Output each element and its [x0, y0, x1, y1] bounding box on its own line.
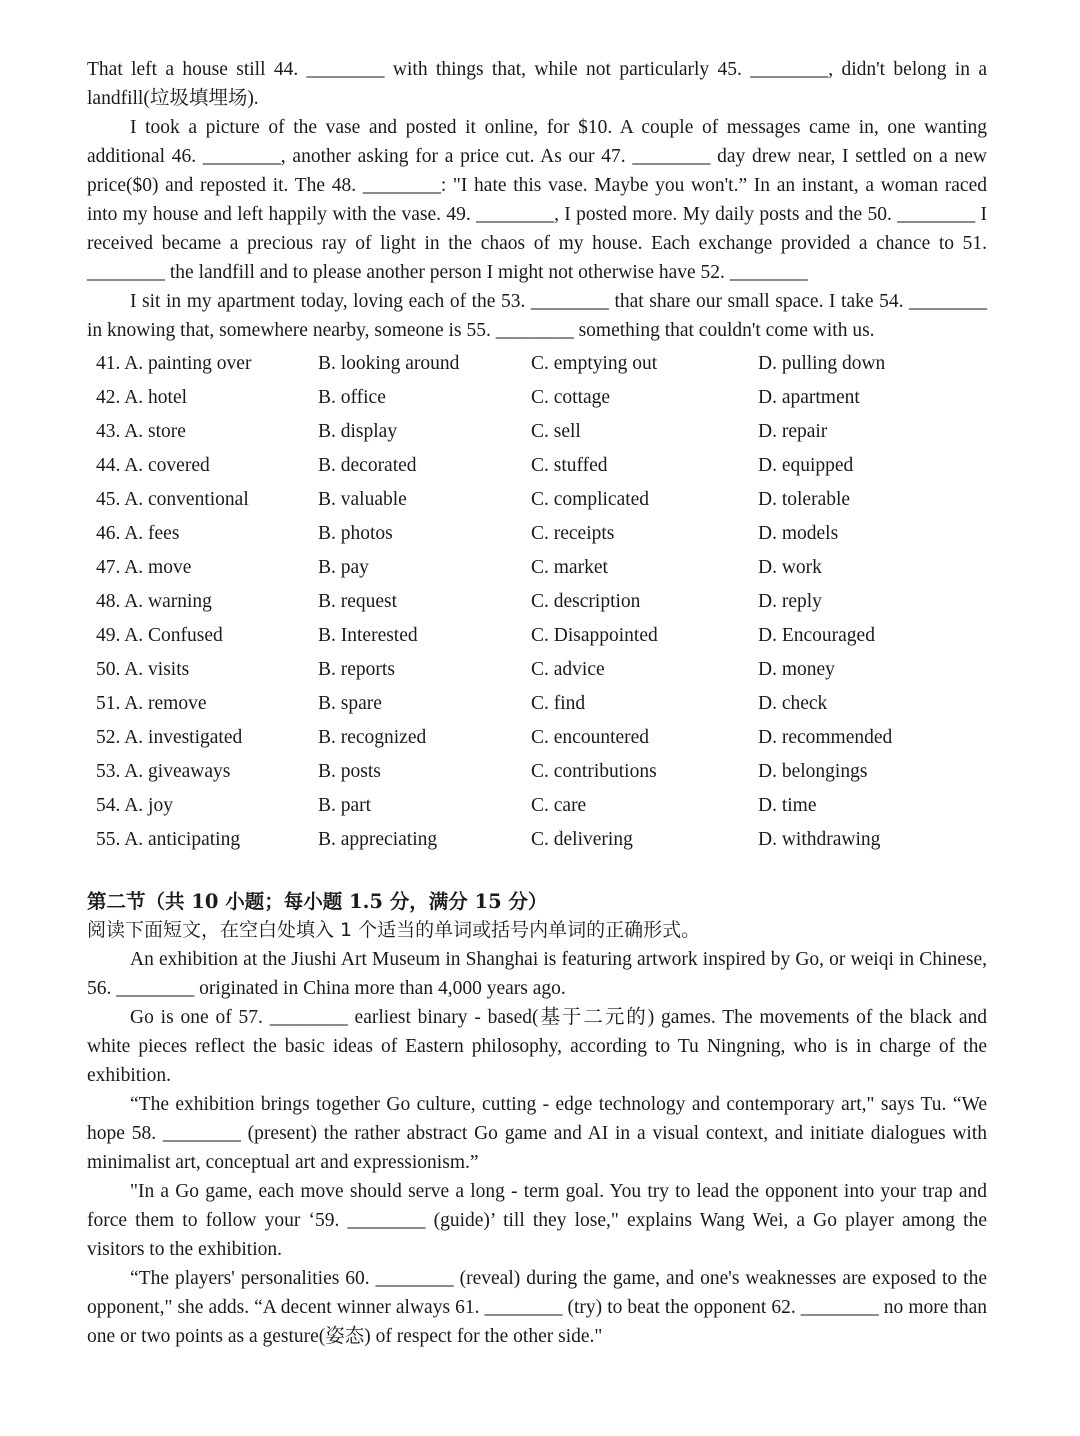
option-a	[96, 795, 318, 817]
option-a	[96, 693, 318, 715]
option-d: D. withdrawing	[758, 829, 881, 850]
option-c: C. emptying out	[531, 353, 658, 374]
option-a-text: A. investigated	[124, 727, 243, 748]
option-a-text: A. hotel	[124, 387, 188, 408]
option-d: D. time	[758, 795, 817, 816]
option-d: D. tolerable	[758, 489, 851, 510]
option-a-text: A. covered	[124, 455, 210, 476]
option-row	[96, 755, 987, 789]
option-b: B. part	[318, 795, 372, 816]
passage-paragraph: I sit in my apartment today, loving each of the 53. ________ that share our small space. I take 54. ________ in knowing that, somewhere nearby, someone is 55. ________ something that couldn't come with us.	[87, 291, 987, 341]
passage-paragraph: “The exhibition brings together Go culture, cutting - edge technology and contemporary art," says Tu. “We hope 58. ________ (present) the rather abstract Go game and AI in a visual context, and initiate dialogues with minimalist art, conceptual art and expressionism.”	[87, 1094, 987, 1173]
option-b: B. valuable	[318, 489, 407, 510]
option-b: B. posts	[318, 761, 381, 782]
option-a	[96, 353, 318, 375]
option-b: B. recognized	[318, 727, 427, 748]
option-d: D. pulling down	[758, 353, 886, 374]
option-a-text: A. fees	[124, 523, 180, 544]
options-table	[96, 347, 987, 857]
option-b: B. appreciating	[318, 829, 438, 850]
option-c: C. care	[531, 795, 587, 816]
option-a	[96, 727, 318, 749]
option-row	[96, 619, 987, 653]
option-a-text: A. joy	[124, 795, 173, 816]
question-number: 55.	[96, 829, 121, 850]
option-a	[96, 829, 318, 851]
section-title: 第二节（共 10 小题；每小题 1.5 分，满分 15 分）	[87, 890, 548, 913]
option-a-text: A. anticipating	[124, 829, 241, 850]
option-a-text: A. Confused	[124, 625, 223, 646]
option-c: C. contributions	[531, 761, 657, 782]
option-a-text: A. store	[124, 421, 186, 442]
option-row	[96, 347, 987, 381]
option-row	[96, 823, 987, 857]
option-b: B. office	[318, 387, 386, 408]
option-row	[96, 483, 987, 517]
passage-paragraph: An exhibition at the Jiushi Art Museum in Shanghai is featuring artwork inspired by Go, or weiqi in Chinese, 56. ________ originated in China more than 4,000 years ago.	[87, 949, 987, 999]
option-d: D. money	[758, 659, 835, 680]
option-c: C. advice	[531, 659, 605, 680]
section-instruction: 阅读下面短文，在空白处填入 1 个适当的单词或括号内单词的正确形式。	[87, 919, 701, 941]
option-a-text: A. conventional	[124, 489, 249, 510]
option-c: C. encountered	[531, 727, 650, 748]
option-d: D. work	[758, 557, 822, 578]
option-a-text: A. move	[124, 557, 192, 578]
option-a	[96, 625, 318, 647]
option-row	[96, 381, 987, 415]
option-c: C. Disappointed	[531, 625, 658, 646]
option-c: C. find	[531, 693, 586, 714]
option-row	[96, 517, 987, 551]
question-number: 45.	[96, 489, 121, 510]
question-number: 44.	[96, 455, 121, 476]
question-number: 47.	[96, 557, 121, 578]
option-c: C. description	[531, 591, 641, 612]
option-b: B. decorated	[318, 455, 417, 476]
option-d: D. Encouraged	[758, 625, 875, 646]
passage-paragraph: I took a picture of the vase and posted it online, for $10. A couple of messages came in, one wanting additional 46. ________, another asking for a price cut. As our 47. ________ day drew near, I settled on a new price($0) and reposted it. The 48. ________: "I hate this vase. Maybe you won't.” In an instant, a woman raced into my house and left happily with the vase. 49. ________, I posted more. My daily posts and the 50. ________ I received became a precious ray of light in the chaos of my house. Each exchange provided a chance to 51. ________ the landfill and to please another person I might not otherwise have 52. ________	[87, 117, 987, 283]
option-d: D. apartment	[758, 387, 860, 408]
option-b: B. pay	[318, 557, 369, 578]
option-c: C. market	[531, 557, 608, 578]
passage-paragraph: “The players' personalities 60. ________ (reveal) during the game, and one's weaknesses are exposed to the opponent," she adds. “A decent winner always 61. ________ (try) to beat the opponent 62. ________ no more than one or two points as a gesture(姿态) of respect for the other side."	[87, 1268, 987, 1347]
question-number: 54.	[96, 795, 121, 816]
question-number: 41.	[96, 353, 121, 374]
option-b: B. spare	[318, 693, 382, 714]
option-row	[96, 721, 987, 755]
option-a	[96, 659, 318, 681]
option-a	[96, 761, 318, 783]
option-d: D. recommended	[758, 727, 893, 748]
passage-paragraph: "In a Go game, each move should serve a long - term goal. You try to lead the opponent into your trap and force them to follow your ‘59. ________ (guide)’ till they lose," explains Wang Wei, a Go player among the visitors to the exhibition.	[87, 1181, 987, 1260]
option-row	[96, 585, 987, 619]
option-b: B. display	[318, 421, 398, 442]
option-d: D. check	[758, 693, 828, 714]
option-a	[96, 421, 318, 443]
option-b: B. Interested	[318, 625, 418, 646]
question-number: 50.	[96, 659, 121, 680]
option-d: D. repair	[758, 421, 828, 442]
option-c: C. cottage	[531, 387, 611, 408]
option-row	[96, 687, 987, 721]
option-a	[96, 557, 318, 579]
question-number: 49.	[96, 625, 121, 646]
question-number: 43.	[96, 421, 121, 442]
question-number: 51.	[96, 693, 121, 714]
option-row	[96, 653, 987, 687]
option-d: D. models	[758, 523, 839, 544]
option-row	[96, 551, 987, 585]
option-b: B. request	[318, 591, 398, 612]
option-row	[96, 449, 987, 483]
option-row	[96, 415, 987, 449]
option-c: C. stuffed	[531, 455, 608, 476]
question-number: 46.	[96, 523, 121, 544]
option-b: B. looking around	[318, 353, 460, 374]
passage-paragraph: That left a house still 44. ________ with things that, while not particularly 45. ________, didn't belong in a landfill(垃圾填埋场).	[87, 59, 987, 109]
option-c: C. complicated	[531, 489, 650, 510]
exam-page	[87, 55, 987, 1351]
option-d: D. reply	[758, 591, 822, 612]
option-a-text: A. remove	[124, 693, 207, 714]
option-a	[96, 523, 318, 545]
question-number: 53.	[96, 761, 121, 782]
passage-paragraph: Go is one of 57. ________ earliest binary - based(基于二元的) games. The movements of the black and white pieces reflect the basic ideas of Eastern philosophy, according to Tu Ningning, who is in charge of the exhibition.	[87, 1007, 987, 1086]
option-a-text: A. painting over	[124, 353, 252, 374]
option-a	[96, 455, 318, 477]
question-number: 42.	[96, 387, 121, 408]
option-d: D. equipped	[758, 455, 854, 476]
option-a	[96, 591, 318, 613]
option-a	[96, 489, 318, 511]
option-row	[96, 789, 987, 823]
option-a-text: A. visits	[124, 659, 190, 680]
question-number: 52.	[96, 727, 121, 748]
option-b: B. reports	[318, 659, 395, 680]
option-b: B. photos	[318, 523, 393, 544]
option-c: C. receipts	[531, 523, 615, 544]
option-a	[96, 387, 318, 409]
option-a-text: A. giveaways	[124, 761, 231, 782]
option-c: C. sell	[531, 421, 581, 442]
option-d: D. belongings	[758, 761, 868, 782]
option-c: C. delivering	[531, 829, 633, 850]
question-number: 48.	[96, 591, 121, 612]
option-a-text: A. warning	[124, 591, 212, 612]
